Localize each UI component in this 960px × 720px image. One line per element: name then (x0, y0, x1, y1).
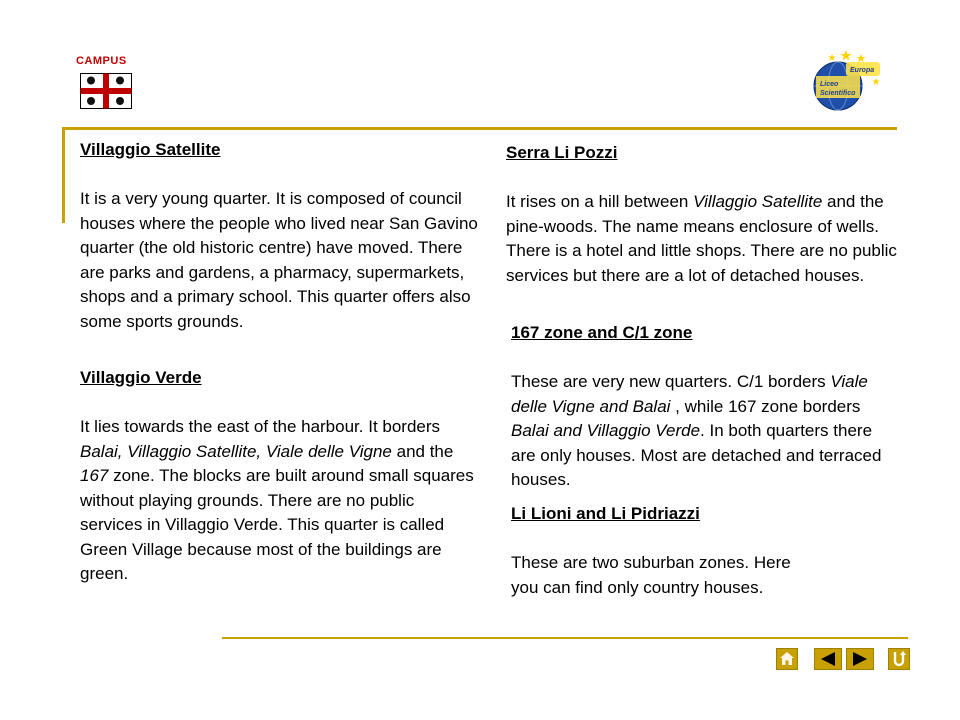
nav-bar (776, 648, 798, 670)
text-run: These are very new quarters. C/1 borders (511, 372, 831, 391)
text-run: , while 167 zone borders (670, 396, 861, 416)
section-title: Li Lioni and Li Pidriazzi (511, 504, 700, 523)
text-run: zone. The blocks are built around small squares without playing grounds. There are no public services in Villaggio Verde. This quarter is called Green Village because most of the buildings are green. (80, 466, 474, 583)
liceo-globe-icon (806, 46, 884, 116)
sardinia-flag-icon (80, 73, 132, 109)
section-title: 167 zone and C/1 zone (511, 323, 693, 342)
previous-button[interactable] (814, 648, 842, 670)
return-icon (889, 649, 909, 669)
italic-text-run: Balai and Villaggio Verde (511, 421, 701, 440)
section-villaggio-satellite (80, 138, 490, 334)
section-title: Serra Li Pozzi (506, 143, 618, 162)
text-run: It is a very young quarter. It is composed of council houses where the people who lived near San Gavino quarter (the old historic centre) have moved. There are parks and gardens, a pharmacy, supermarkets, shops and a primary school. This quarter offers also some sports grounds. (80, 189, 478, 331)
home-icon (777, 649, 797, 669)
next-button[interactable] (846, 648, 874, 670)
section-body (80, 415, 480, 587)
text-run: . In both quarters there are only houses. Most are detached and terraced houses. (511, 421, 882, 489)
arrow-left-icon (815, 649, 841, 669)
svg-text:Liceo: Liceo (820, 81, 839, 88)
nav-arrows (814, 648, 874, 670)
section-serra-li-pozzi (506, 141, 901, 288)
section-167-c1-zone (511, 321, 891, 493)
section-villaggio-verde (80, 366, 480, 587)
section-li-lioni-li-pidriazzi (511, 502, 811, 600)
text-run: It rises on a hill between (506, 192, 694, 211)
left-rule (62, 127, 65, 223)
section-body (80, 187, 490, 334)
section-body (506, 190, 901, 288)
campus-logo-label: CAMPUS (76, 55, 127, 67)
nav-return (888, 648, 910, 670)
italic-text-run: Viale delle Vigne and Balai (511, 372, 868, 416)
section-title: Villaggio Satellite (80, 140, 221, 159)
bottom-rule (222, 637, 908, 639)
section-body (511, 551, 811, 600)
liceo-logo (806, 46, 884, 121)
arrow-right-icon (847, 649, 873, 669)
section-body (511, 370, 891, 493)
text-run: These are two suburban zones. Here you can find only country houses. (511, 553, 791, 597)
campus-logo (76, 55, 136, 111)
text-run: and the (391, 441, 454, 461)
text-run: It lies towards the east of the harbour. It borders (80, 417, 441, 436)
italic-text-run: 167 (80, 466, 109, 485)
section-title: Villaggio Verde (80, 368, 202, 387)
home-button[interactable] (776, 648, 798, 670)
text-run: and the pine-woods. The name means enclosure of wells. There is a hotel and little shops. There are no public services but there are a lot of detached houses. (506, 192, 897, 285)
italic-text-run: Villaggio Satellite (693, 192, 823, 211)
svg-text:Europa: Europa (850, 67, 875, 74)
return-button[interactable] (888, 648, 910, 670)
top-rule (62, 127, 897, 130)
svg-text:Scientifico: Scientifico (820, 90, 856, 97)
italic-text-run: Balai, Villaggio Satellite, Viale delle Vigne (80, 441, 392, 461)
